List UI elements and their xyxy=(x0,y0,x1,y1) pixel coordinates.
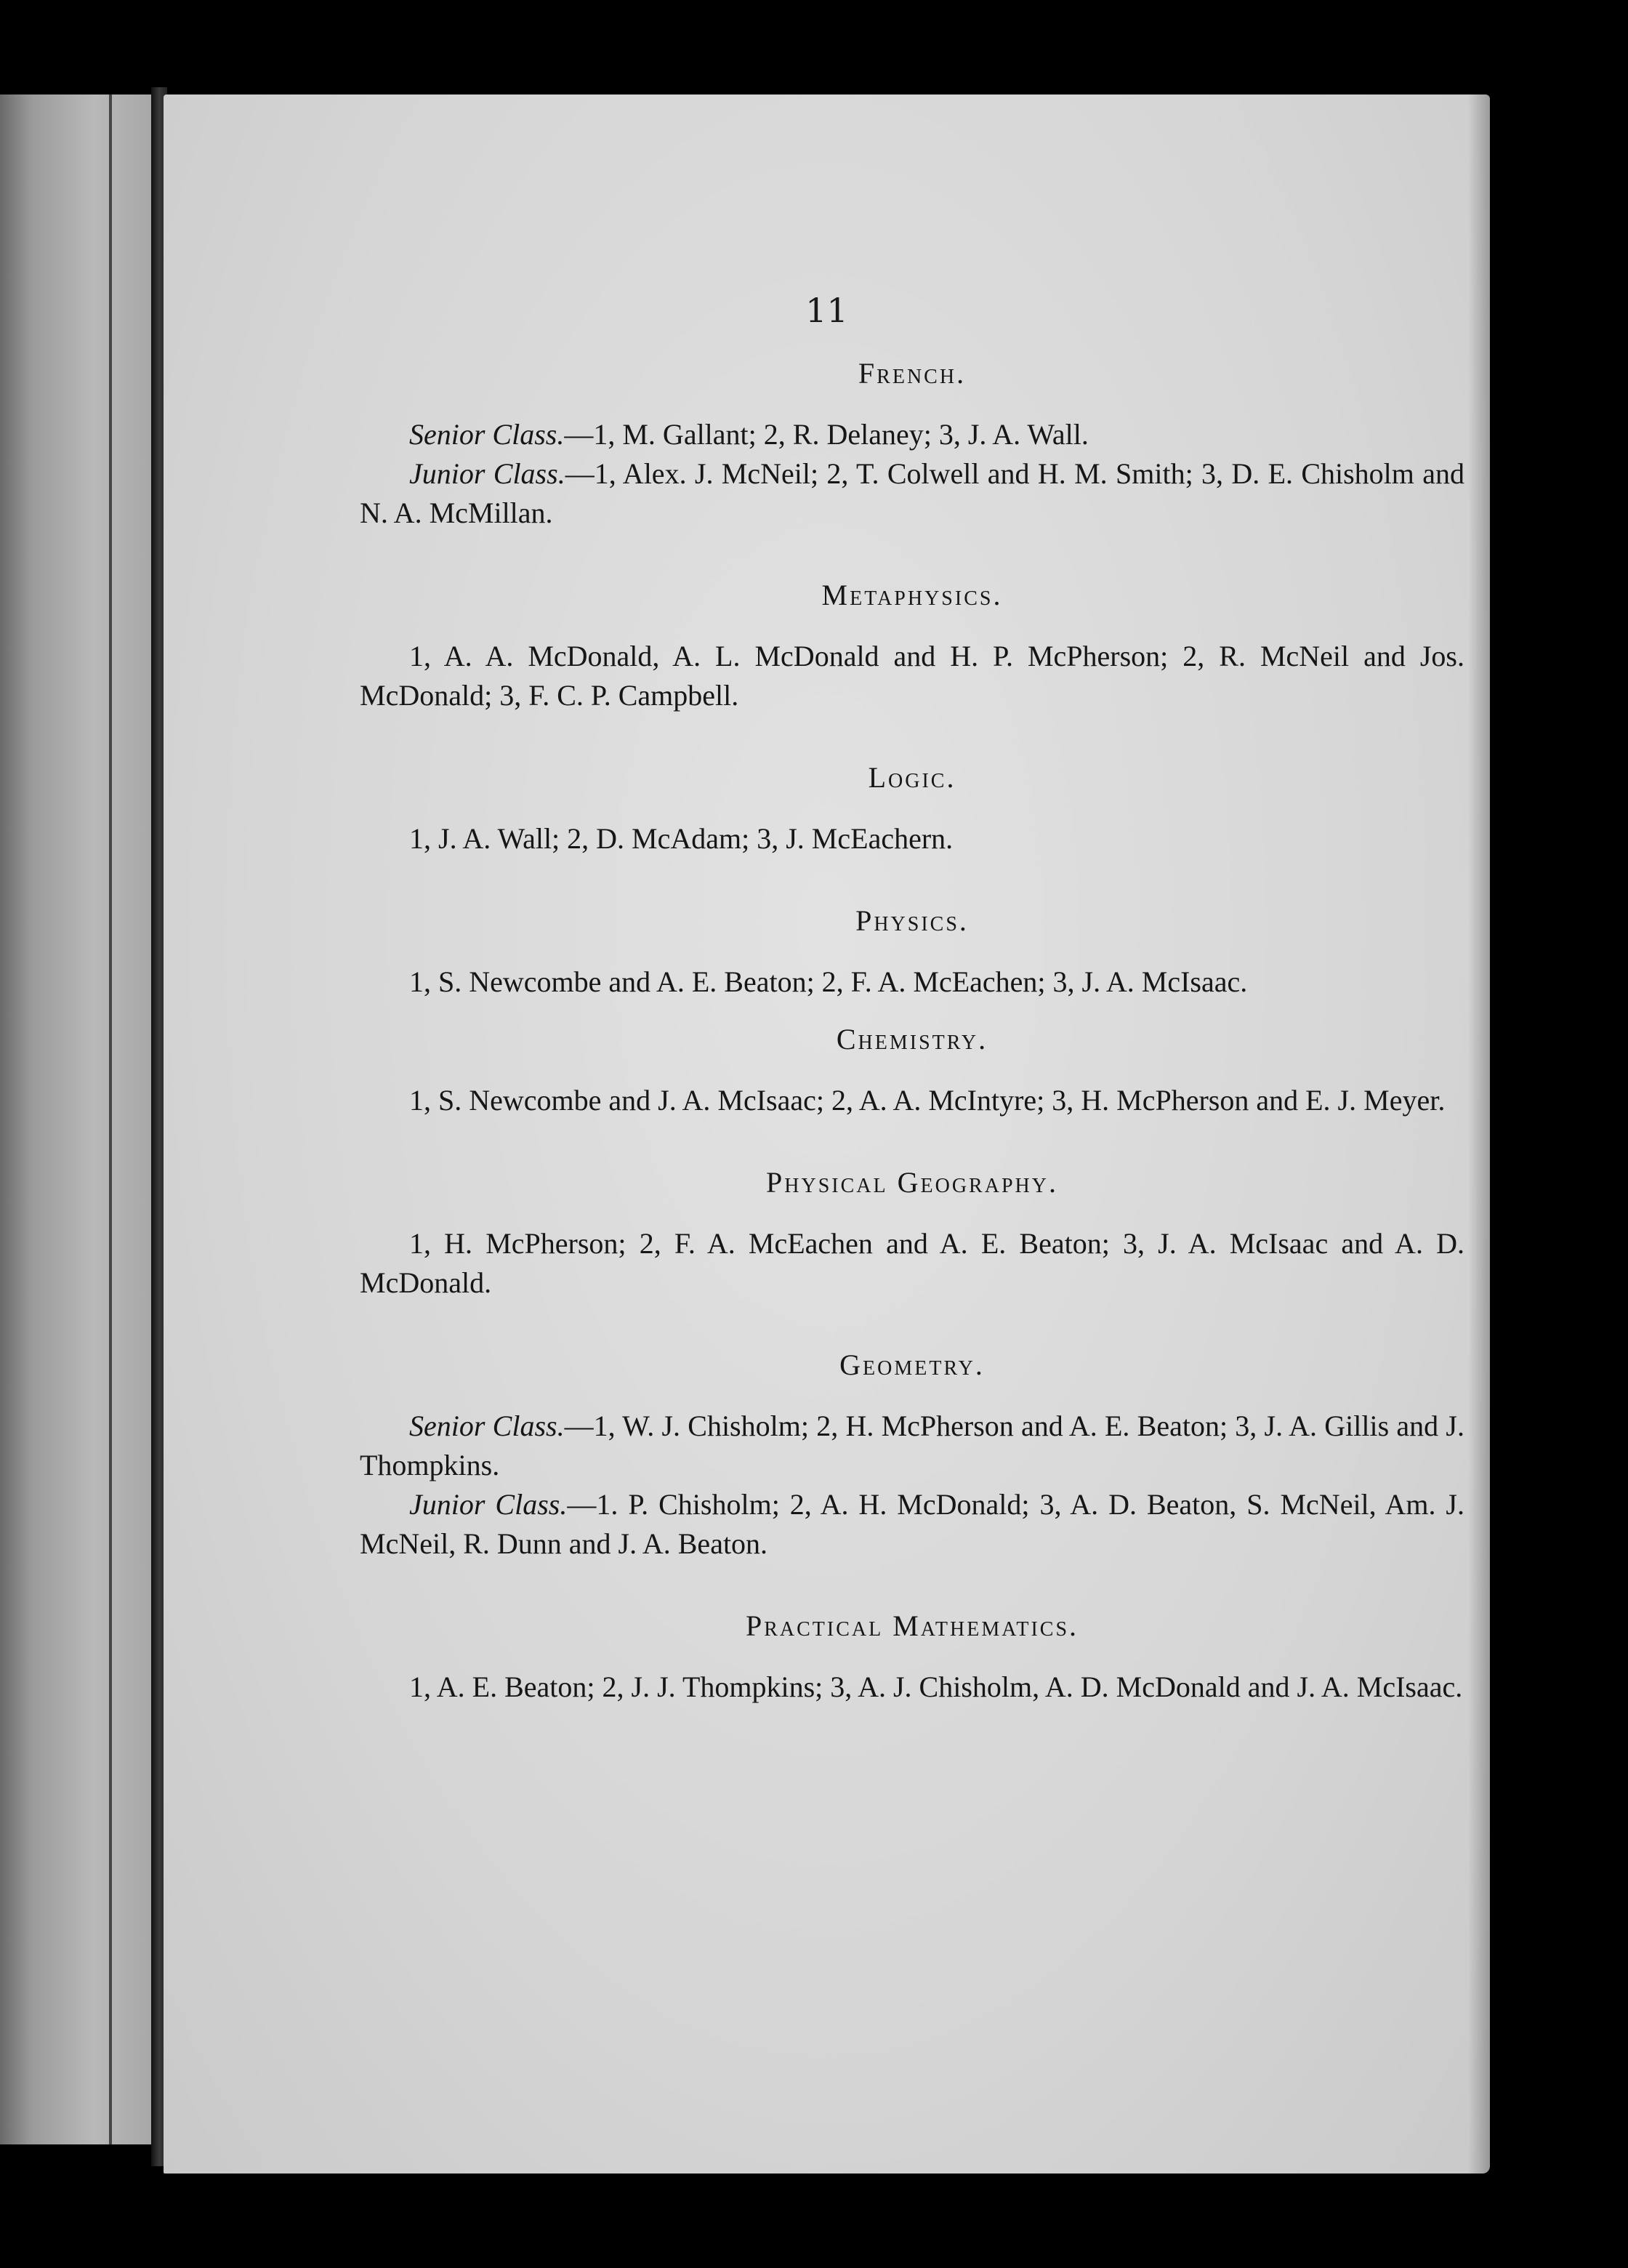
result-paragraph xyxy=(360,1668,1464,1707)
result-paragraph xyxy=(360,1407,1464,1485)
result-text: 1, H. McPherson; 2, F. A. McEachen and A. E. Beaton; 3, J. A. McIsaac and A. D. McDonald. xyxy=(360,1227,1464,1299)
result-text: 1, A. A. McDonald, A. L. McDonald and H. P. McPherson; 2, R. McNeil and Jos. McDonald; 3, F. C. P. Campbell. xyxy=(360,640,1464,712)
class-label: Senior Class. xyxy=(409,418,565,451)
document-page xyxy=(164,94,1490,2174)
result-text: —1, W. J. Chisholm; 2, H. McPherson and A. E. Beaton; 3, J. A. Gillis and J. Thompkins. xyxy=(360,1410,1464,1481)
section-geometry xyxy=(360,1348,1464,1564)
facing-page-edge xyxy=(0,94,156,2144)
result-paragraph xyxy=(360,1224,1464,1303)
section-heading: French. xyxy=(858,357,967,390)
result-paragraph xyxy=(360,1081,1464,1120)
page-edge-shadow xyxy=(1468,94,1490,2174)
section-logic xyxy=(360,760,1464,858)
result-paragraph xyxy=(360,454,1464,533)
section-physical-geography xyxy=(360,1165,1464,1303)
section-heading: Geometry. xyxy=(839,1348,985,1381)
section-metaphysics xyxy=(360,578,1464,715)
result-text: —1, M. Gallant; 2, R. Delaney; 3, J. A. Wall. xyxy=(564,418,1089,451)
class-label: Junior Class. xyxy=(409,457,565,490)
result-paragraph xyxy=(360,415,1464,454)
section-physics xyxy=(360,904,1464,1002)
result-paragraph xyxy=(360,962,1464,1002)
section-french xyxy=(360,356,1464,533)
section-practical-mathematics xyxy=(360,1609,1464,1707)
section-heading: Practical Mathematics. xyxy=(745,1609,1079,1642)
result-text: 1, S. Newcombe and J. A. McIsaac; 2, A. A. McIntyre; 3, H. McPherson and E. J. Meyer. xyxy=(409,1084,1446,1117)
page-fold xyxy=(109,94,112,2144)
result-paragraph xyxy=(360,637,1464,715)
class-label: Senior Class. xyxy=(409,1410,565,1442)
section-heading: Metaphysics. xyxy=(821,579,1003,611)
result-text: 1, A. E. Beaton; 2, J. J. Thompkins; 3, A. J. Chisholm, A. D. McDonald and J. A. McIsaac. xyxy=(409,1670,1463,1703)
section-heading: Physical Geography. xyxy=(766,1166,1058,1199)
result-paragraph xyxy=(360,1485,1464,1564)
section-heading: Physics. xyxy=(855,904,969,937)
result-text: —1, Alex. J. McNeil; 2, T. Colwell and H. M. Smith; 3, D. E. Chisholm and N. A. McMillan. xyxy=(360,457,1464,529)
class-label: Junior Class. xyxy=(409,1488,568,1521)
result-text: —1. P. Chisholm; 2, A. H. McDonald; 3, A. D. Beaton, S. McNeil, Am. J. McNeil, R. Dunn and J. A. Beaton. xyxy=(360,1488,1464,1560)
section-heading: Chemistry. xyxy=(836,1023,988,1055)
section-heading: Logic. xyxy=(868,761,956,794)
page-number: 11 xyxy=(805,291,848,330)
section-chemistry xyxy=(360,1022,1464,1120)
result-paragraph xyxy=(360,819,1464,858)
page-body xyxy=(360,356,1464,1707)
result-text: 1, S. Newcombe and A. E. Beaton; 2, F. A. McEachen; 3, J. A. McIsaac. xyxy=(409,965,1248,998)
result-text: 1, J. A. Wall; 2, D. McAdam; 3, J. McEachern. xyxy=(409,822,954,855)
